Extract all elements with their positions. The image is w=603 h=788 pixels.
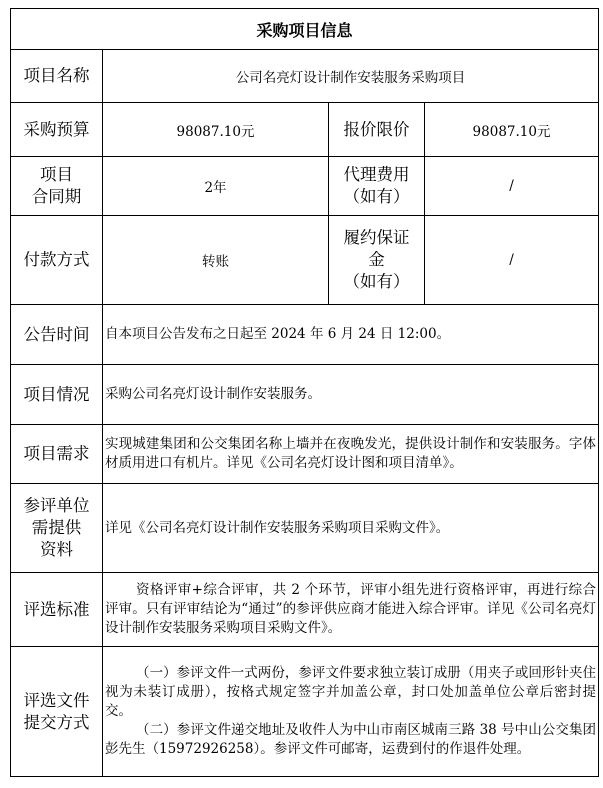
table-title: 采购项目信息 (11, 9, 599, 50)
payment-value: 转账 (103, 216, 329, 305)
performance-bond-label-line2: 金 (368, 250, 385, 269)
budget-value: 98087.10元 (103, 103, 329, 157)
contract-period-label-line2: 合同期 (31, 187, 82, 206)
contract-period-value: 2年 (103, 157, 329, 216)
procurement-info-table (10, 8, 599, 777)
criteria-label: 评选标准 (11, 573, 103, 647)
row-project-situation (11, 365, 599, 425)
row-required-docs (11, 484, 599, 573)
row-submission (11, 647, 599, 777)
agency-fee-label-line1: 代理费用 (343, 165, 410, 184)
submission-label-line2: 提交方式 (23, 712, 90, 732)
price-limit-label: 报价限价 (329, 103, 425, 157)
notice-time-label: 公告时间 (11, 305, 103, 365)
agency-fee-label-line2: （如有） (343, 187, 410, 206)
row-notice-time (11, 305, 599, 365)
project-name-value: 公司名亮灯设计制作安装服务采购项目 (103, 50, 599, 103)
required-docs-label-line1: 参评单位 (23, 496, 90, 515)
price-limit-value: 98087.10元 (425, 103, 599, 157)
project-demand-label: 项目需求 (11, 425, 103, 484)
required-docs-label (11, 484, 103, 573)
submission-paragraph-1: （一）参评文件一式两份，参评文件要求独立装订成册（用夹子或回形针夹住视为未装订成册），按格式规定签字并加盖公章，封口处加盖单位公章后密封提交。 (105, 665, 597, 719)
submission-paragraph-2: （二）参评文件递交地址及收件人为中山市南区城南三路 38 号中山公交集团彭先生（15972926258）。参评文件可邮寄，运费到付的作退件处理。 (105, 722, 597, 757)
project-situation-value: 采购公司名亮灯设计制作安装服务。 (103, 365, 599, 425)
submission-label-line1: 评选文件 (23, 690, 90, 710)
submission-label (11, 647, 103, 777)
row-project-name (11, 50, 599, 103)
budget-label: 采购预算 (11, 103, 103, 157)
project-demand-value: 实现城建集团和公交集团名称上墙并在夜晚发光，提供设计制作和安装服务。字体材质用进口有机片。详见《公司名亮灯设计图和项目清单》。 (103, 425, 599, 484)
notice-time-value: 自本项目公告发布之日起至 2024 年 6 月 24 日 12:00。 (103, 305, 599, 365)
row-contract-period (11, 157, 599, 216)
row-budget (11, 103, 599, 157)
performance-bond-label-line1: 履约保证 (343, 228, 410, 247)
performance-bond-label-line3: （如有） (343, 272, 410, 291)
required-docs-value: 详见《公司名亮灯设计制作安装服务采购项目采购文件》。 (103, 484, 599, 573)
performance-bond-label (329, 216, 425, 305)
row-project-demand (11, 425, 599, 484)
table-title-row (11, 9, 599, 50)
performance-bond-value: / (425, 216, 599, 305)
required-docs-label-line3: 资料 (40, 540, 73, 559)
project-situation-label: 项目情况 (11, 365, 103, 425)
contract-period-label (11, 157, 103, 216)
row-payment (11, 216, 599, 305)
agency-fee-value: / (425, 157, 599, 216)
criteria-value: 资格评审+综合评审，共 2 个环节，评审小组先进行资格评审，再进行综合评审。只有评审结论为“通过”的参评供应商才能进入综合评审。详见《公司名亮灯设计制作安装服务采购项目采购文件》。 (103, 573, 599, 647)
required-docs-label-line2: 需提供 (31, 518, 82, 537)
contract-period-label-line1: 项目 (40, 165, 73, 184)
submission-value (103, 647, 599, 777)
project-name-label: 项目名称 (11, 50, 103, 103)
payment-label: 付款方式 (11, 216, 103, 305)
row-criteria (11, 573, 599, 647)
agency-fee-label (329, 157, 425, 216)
